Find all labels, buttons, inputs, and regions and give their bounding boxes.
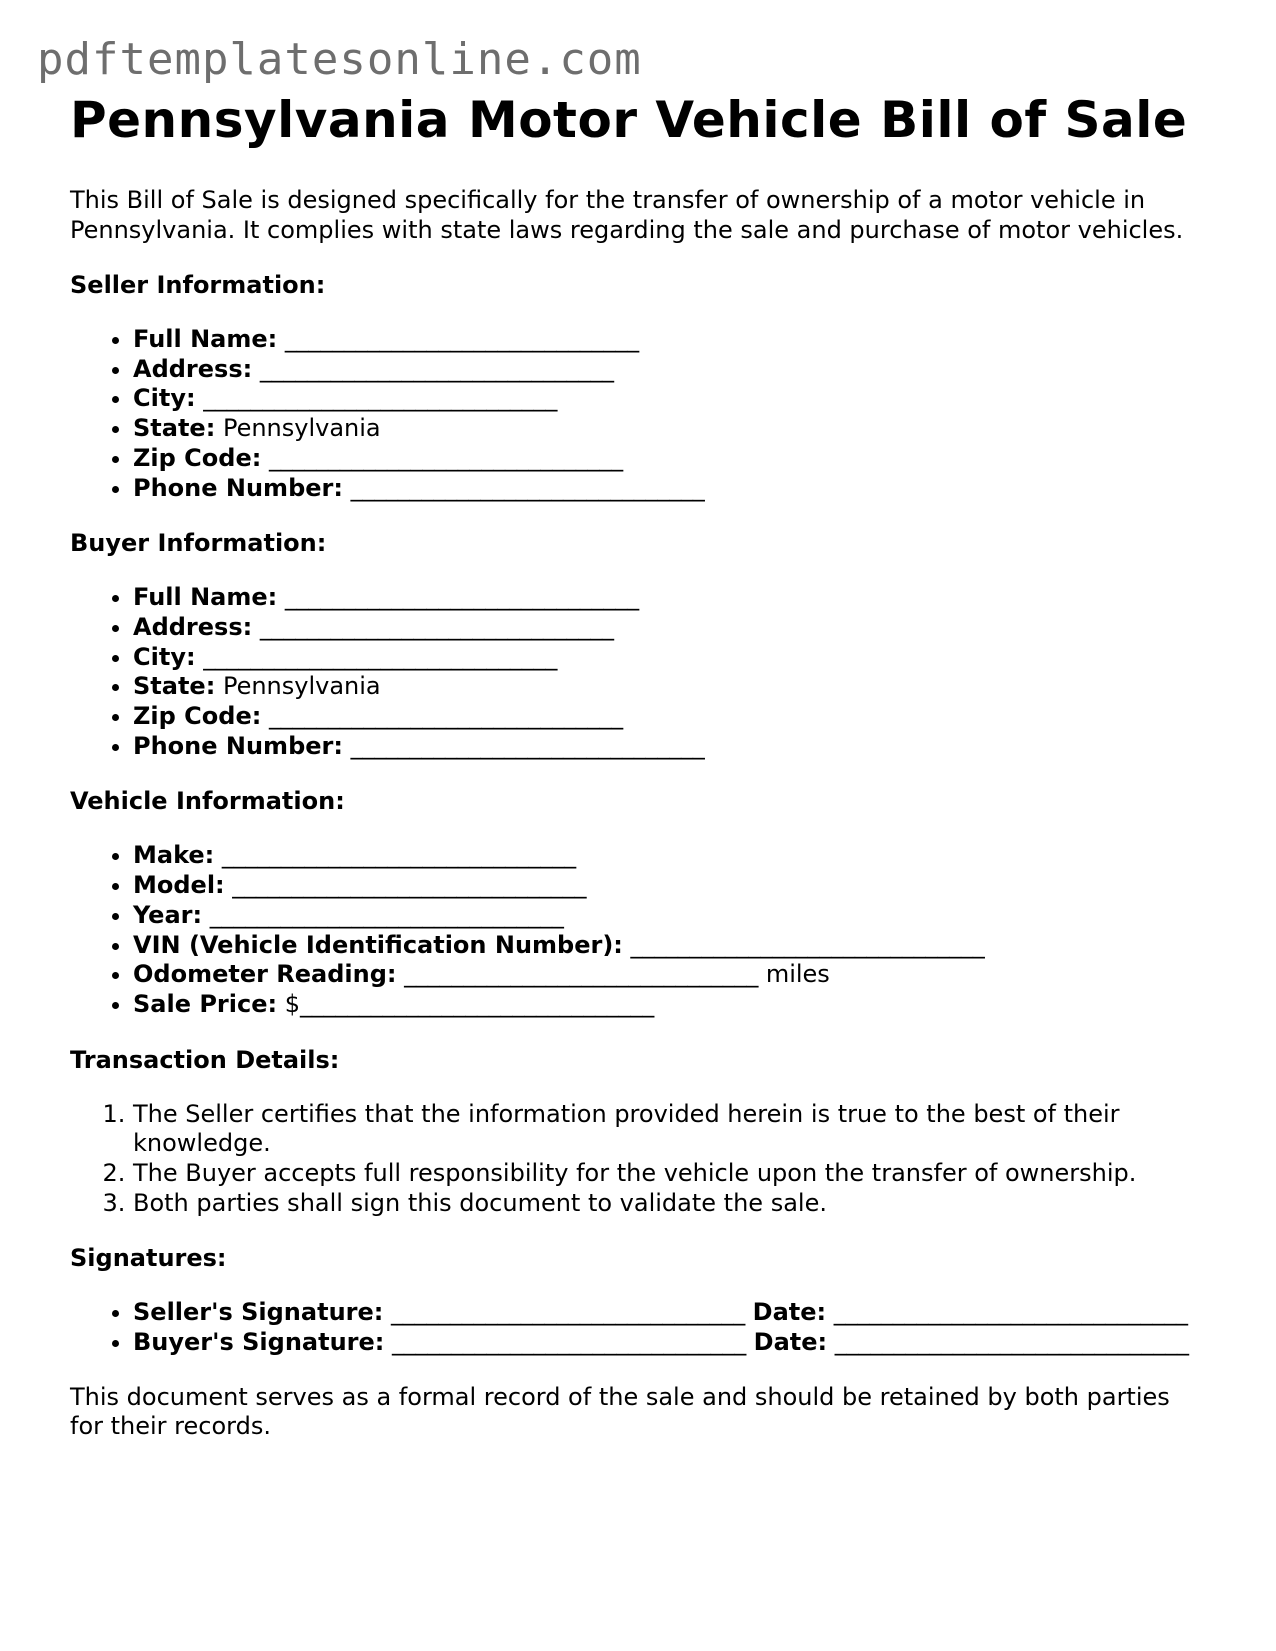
field-label: Sale Price: [133,989,278,1018]
field-label: Year: [133,900,203,929]
vehicle-vin-field[interactable] [133,931,1210,961]
signature-fields [70,1298,1210,1357]
transaction-item: 3. Both parties shall sign this document to validate the sale. [133,1189,1210,1219]
transaction-heading: Transaction Details: [70,1045,340,1074]
seller-address-field[interactable] [133,355,1210,385]
buyer-heading: Buyer Information: [70,529,327,558]
fill-blank[interactable]: ______________________________ [350,731,705,760]
seller-phone-field[interactable] [133,474,1210,504]
field-label: Make: [133,841,215,870]
buyer-state-field [133,672,1210,702]
buyer-full-name-field[interactable] [133,583,1210,613]
buyer-fields [70,583,1210,761]
field-label: Address: [133,354,253,383]
fill-blank[interactable]: ______________________________ [221,841,576,870]
buyer-city-field[interactable] [133,643,1210,673]
seller-signature-field[interactable] [133,1298,1210,1328]
fill-blank[interactable]: ______________________________ [284,325,639,353]
seller-full-name-field[interactable] [133,325,1210,355]
field-label: Date: [752,1298,827,1327]
fill-blank[interactable]: ______________________________ [834,1328,1189,1357]
field-label: Seller's Signature: [133,1298,384,1327]
field-label: State: [133,672,216,701]
seller-city-field[interactable] [133,384,1210,414]
vehicle-heading: Vehicle Information: [70,787,345,816]
odometer-unit: miles [765,960,830,989]
buyer-signature-field[interactable] [133,1328,1210,1358]
seller-state-field [133,414,1210,444]
transaction-item: 1. The Seller certifies that the information provided herein is true to the best of their knowledge. [133,1100,1210,1159]
fill-blank[interactable]: ______________________________ [392,1328,747,1357]
fill-blank[interactable]: ______________________________ [833,1298,1188,1327]
fill-blank[interactable]: ______________________________ [391,1298,746,1327]
closing-paragraph: This document serves as a formal record of the sale and should be retained by both parties for their records. [70,1382,1170,1441]
vehicle-make-field[interactable] [133,841,1210,871]
field-label: Zip Code: [133,443,262,472]
field-label: Full Name: [133,325,278,353]
field-value: Pennsylvania [222,672,381,701]
vehicle-year-field[interactable] [133,901,1210,931]
fill-blank[interactable]: ______________________________ [630,930,985,959]
signatures-heading: Signatures: [70,1244,227,1273]
field-label: Zip Code: [133,702,262,731]
vehicle-price-field[interactable] [133,990,1210,1020]
field-label: Buyer's Signature: [133,1328,385,1357]
watermark: pdftemplatesonline.com [37,34,642,85]
field-label: Model: [133,871,225,900]
field-label: Date: [753,1328,828,1357]
page-title: Pennsylvania Motor Vehicle Bill of Sale [70,91,1188,149]
field-label: City: [133,642,196,671]
fill-blank[interactable]: ______________________________ [300,989,655,1018]
fill-blank[interactable]: ______________________________ [232,871,587,900]
fill-blank[interactable]: ______________________________ [203,384,558,413]
fill-blank[interactable]: ______________________________ [209,900,564,929]
fill-blank[interactable]: ______________________________ [268,702,623,731]
fill-blank[interactable]: ______________________________ [350,473,705,502]
fill-blank[interactable]: ______________________________ [259,612,614,641]
buyer-address-field[interactable] [133,613,1210,643]
intro-paragraph: This Bill of Sale is designed specifically for the transfer of ownership of a motor vehicle in Pennsylvania. It complies with state laws regarding the sale and purchase of motor vehicles. [70,186,1184,244]
field-label: Phone Number: [133,473,343,502]
field-label: Full Name: [133,583,278,612]
field-label: City: [133,384,196,413]
buyer-zip-field[interactable] [133,702,1210,732]
transaction-list [70,1100,1210,1219]
buyer-phone-field[interactable] [133,732,1210,762]
field-label: Phone Number: [133,731,343,760]
field-label: Odometer Reading: [133,960,397,989]
vehicle-odometer-field[interactable] [133,960,1210,990]
vehicle-fields [70,841,1210,1019]
vehicle-model-field[interactable] [133,871,1210,901]
field-value: Pennsylvania [222,414,381,443]
seller-heading: Seller Information: [70,271,326,299]
currency-symbol: $ [284,989,301,1018]
field-label: VIN (Vehicle Identification Number): [133,930,623,959]
seller-fields [70,325,1210,503]
fill-blank[interactable]: ______________________________ [259,354,614,383]
fill-blank[interactable]: ______________________________ [284,583,639,612]
fill-blank[interactable]: ______________________________ [404,960,759,989]
transaction-item: 2. The Buyer accepts full responsibility for the vehicle upon the transfer of ownership. [133,1159,1210,1189]
fill-blank[interactable]: ______________________________ [203,642,558,671]
field-label: State: [133,414,216,443]
field-label: Address: [133,612,253,641]
seller-zip-field[interactable] [133,444,1210,474]
fill-blank[interactable]: ______________________________ [268,443,623,472]
document-page [70,88,1210,1442]
